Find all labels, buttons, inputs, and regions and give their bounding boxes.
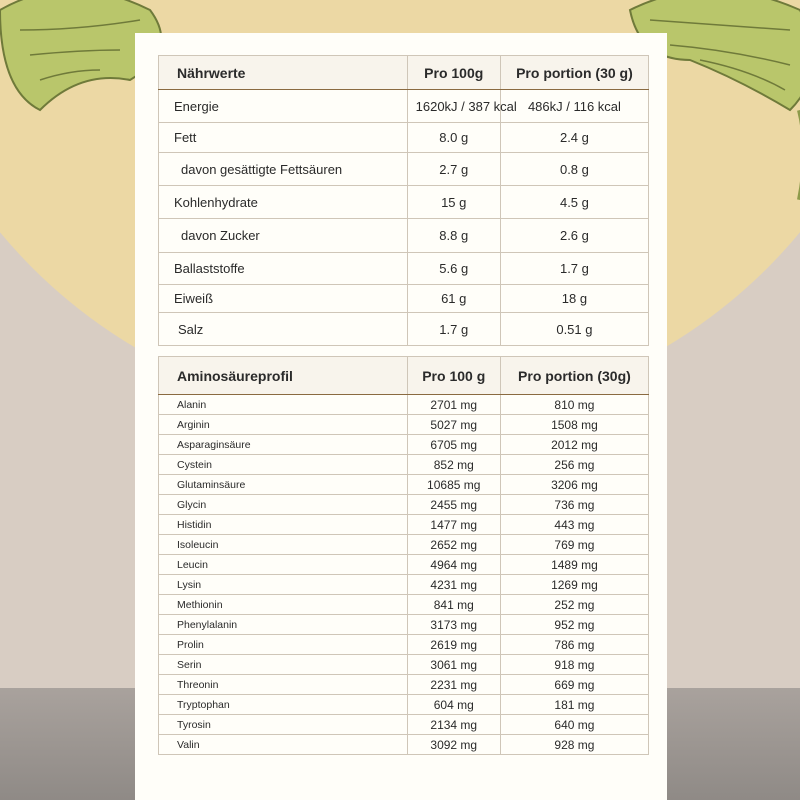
- table-row: [159, 535, 649, 555]
- table-row: [159, 285, 649, 313]
- amino-portion: 918 mg: [500, 655, 648, 675]
- amino-portion: 3206 mg: [500, 475, 648, 495]
- table-row: [159, 555, 649, 575]
- nutrient-portion: 0.8 g: [500, 153, 648, 186]
- amino-name: Isoleucin: [159, 535, 408, 555]
- nutrient-portion: 2.6 g: [500, 219, 648, 253]
- amino-name: Alanin: [159, 395, 408, 415]
- nutrient-name: davon gesättigte Fettsäuren: [159, 153, 408, 186]
- amino-name: Asparaginsäure: [159, 435, 408, 455]
- amino-portion: 1508 mg: [500, 415, 648, 435]
- table-row: [159, 415, 649, 435]
- table-row: [159, 186, 649, 219]
- amino-portion: 736 mg: [500, 495, 648, 515]
- table-row: [159, 715, 649, 735]
- table-row: [159, 395, 649, 415]
- amino-per100: 852 mg: [407, 455, 500, 475]
- amino-portion: 810 mg: [500, 395, 648, 415]
- nutrient-name: Energie: [159, 90, 408, 123]
- amino-header-per100: Pro 100 g: [407, 357, 500, 395]
- amino-per100: 2455 mg: [407, 495, 500, 515]
- nutrient-name: Kohlenhydrate: [159, 186, 408, 219]
- amino-per100: 2231 mg: [407, 675, 500, 695]
- table-row: [159, 635, 649, 655]
- nutrition-header-name: Nährwerte: [159, 56, 408, 90]
- table-row: [159, 735, 649, 755]
- amino-portion: 952 mg: [500, 615, 648, 635]
- amino-header-row: [159, 357, 649, 395]
- amino-name: Phenylalanin: [159, 615, 408, 635]
- nutrition-header-row: [159, 56, 649, 90]
- amino-name: Glycin: [159, 495, 408, 515]
- amino-per100: 3173 mg: [407, 615, 500, 635]
- amino-portion: 640 mg: [500, 715, 648, 735]
- amino-per100: 3061 mg: [407, 655, 500, 675]
- amino-per100: 2701 mg: [407, 395, 500, 415]
- amino-per100: 604 mg: [407, 695, 500, 715]
- amino-name: Tyrosin: [159, 715, 408, 735]
- amino-per100: 10685 mg: [407, 475, 500, 495]
- amino-per100: 5027 mg: [407, 415, 500, 435]
- nutrient-portion: 0.51 g: [500, 313, 648, 346]
- table-row: [159, 455, 649, 475]
- table-row: [159, 475, 649, 495]
- amino-name: Arginin: [159, 415, 408, 435]
- nutrient-portion: 4.5 g: [500, 186, 648, 219]
- table-row: [159, 253, 649, 285]
- nutrition-header-portion: Pro portion (30 g): [500, 56, 648, 90]
- nutrient-per100: 2.7 g: [407, 153, 500, 186]
- amino-portion: 256 mg: [500, 455, 648, 475]
- amino-portion: 786 mg: [500, 635, 648, 655]
- nutrient-per100: 61 g: [407, 285, 500, 313]
- amino-portion: 443 mg: [500, 515, 648, 535]
- amino-portion: 1269 mg: [500, 575, 648, 595]
- amino-per100: 2619 mg: [407, 635, 500, 655]
- amino-per100: 3092 mg: [407, 735, 500, 755]
- amino-acid-table: [158, 356, 649, 755]
- table-row: [159, 90, 649, 123]
- amino-portion: 181 mg: [500, 695, 648, 715]
- nutrition-table: [158, 55, 649, 346]
- amino-name: Tryptophan: [159, 695, 408, 715]
- nutrient-name: davon Zucker: [159, 219, 408, 253]
- amino-name: Serin: [159, 655, 408, 675]
- table-row: [159, 495, 649, 515]
- nutrient-per100: 8.0 g: [407, 123, 500, 153]
- amino-header-portion: Pro portion (30g): [500, 357, 648, 395]
- nutrient-name: Salz: [159, 313, 408, 346]
- amino-name: Threonin: [159, 675, 408, 695]
- amino-header-name: Aminosäureprofil: [159, 357, 408, 395]
- amino-portion: 928 mg: [500, 735, 648, 755]
- amino-portion: 252 mg: [500, 595, 648, 615]
- nutrient-portion: 486kJ / 116 kcal: [500, 90, 648, 123]
- amino-name: Prolin: [159, 635, 408, 655]
- amino-name: Glutaminsäure: [159, 475, 408, 495]
- table-row: [159, 615, 649, 635]
- nutrient-name: Ballaststoffe: [159, 253, 408, 285]
- nutrient-portion: 2.4 g: [500, 123, 648, 153]
- nutrient-portion: 18 g: [500, 285, 648, 313]
- amino-name: Methionin: [159, 595, 408, 615]
- table-row: [159, 595, 649, 615]
- amino-per100: 4231 mg: [407, 575, 500, 595]
- amino-portion: 669 mg: [500, 675, 648, 695]
- amino-per100: 841 mg: [407, 595, 500, 615]
- table-row: [159, 655, 649, 675]
- nutrient-per100: 5.6 g: [407, 253, 500, 285]
- amino-per100: 4964 mg: [407, 555, 500, 575]
- amino-name: Lysin: [159, 575, 408, 595]
- nutrient-per100: 1.7 g: [407, 313, 500, 346]
- amino-name: Valin: [159, 735, 408, 755]
- amino-portion: 1489 mg: [500, 555, 648, 575]
- nutrient-per100: 1620kJ / 387 kcal: [407, 90, 500, 123]
- amino-per100: 2652 mg: [407, 535, 500, 555]
- table-row: [159, 675, 649, 695]
- amino-portion: 2012 mg: [500, 435, 648, 455]
- table-row: [159, 219, 649, 253]
- nutrient-portion: 1.7 g: [500, 253, 648, 285]
- table-row: [159, 123, 649, 153]
- amino-per100: 1477 mg: [407, 515, 500, 535]
- amino-name: Leucin: [159, 555, 408, 575]
- table-row: [159, 515, 649, 535]
- nutrient-name: Fett: [159, 123, 408, 153]
- nutrient-per100: 15 g: [407, 186, 500, 219]
- amino-portion: 769 mg: [500, 535, 648, 555]
- table-row: [159, 313, 649, 346]
- nutrition-header-per100: Pro 100g: [407, 56, 500, 90]
- table-row: [159, 153, 649, 186]
- table-row: [159, 435, 649, 455]
- amino-per100: 6705 mg: [407, 435, 500, 455]
- amino-name: Cystein: [159, 455, 408, 475]
- amino-name: Histidin: [159, 515, 408, 535]
- table-row: [159, 695, 649, 715]
- amino-per100: 2134 mg: [407, 715, 500, 735]
- nutrient-per100: 8.8 g: [407, 219, 500, 253]
- table-row: [159, 575, 649, 595]
- nutrient-name: Eiweiß: [159, 285, 408, 313]
